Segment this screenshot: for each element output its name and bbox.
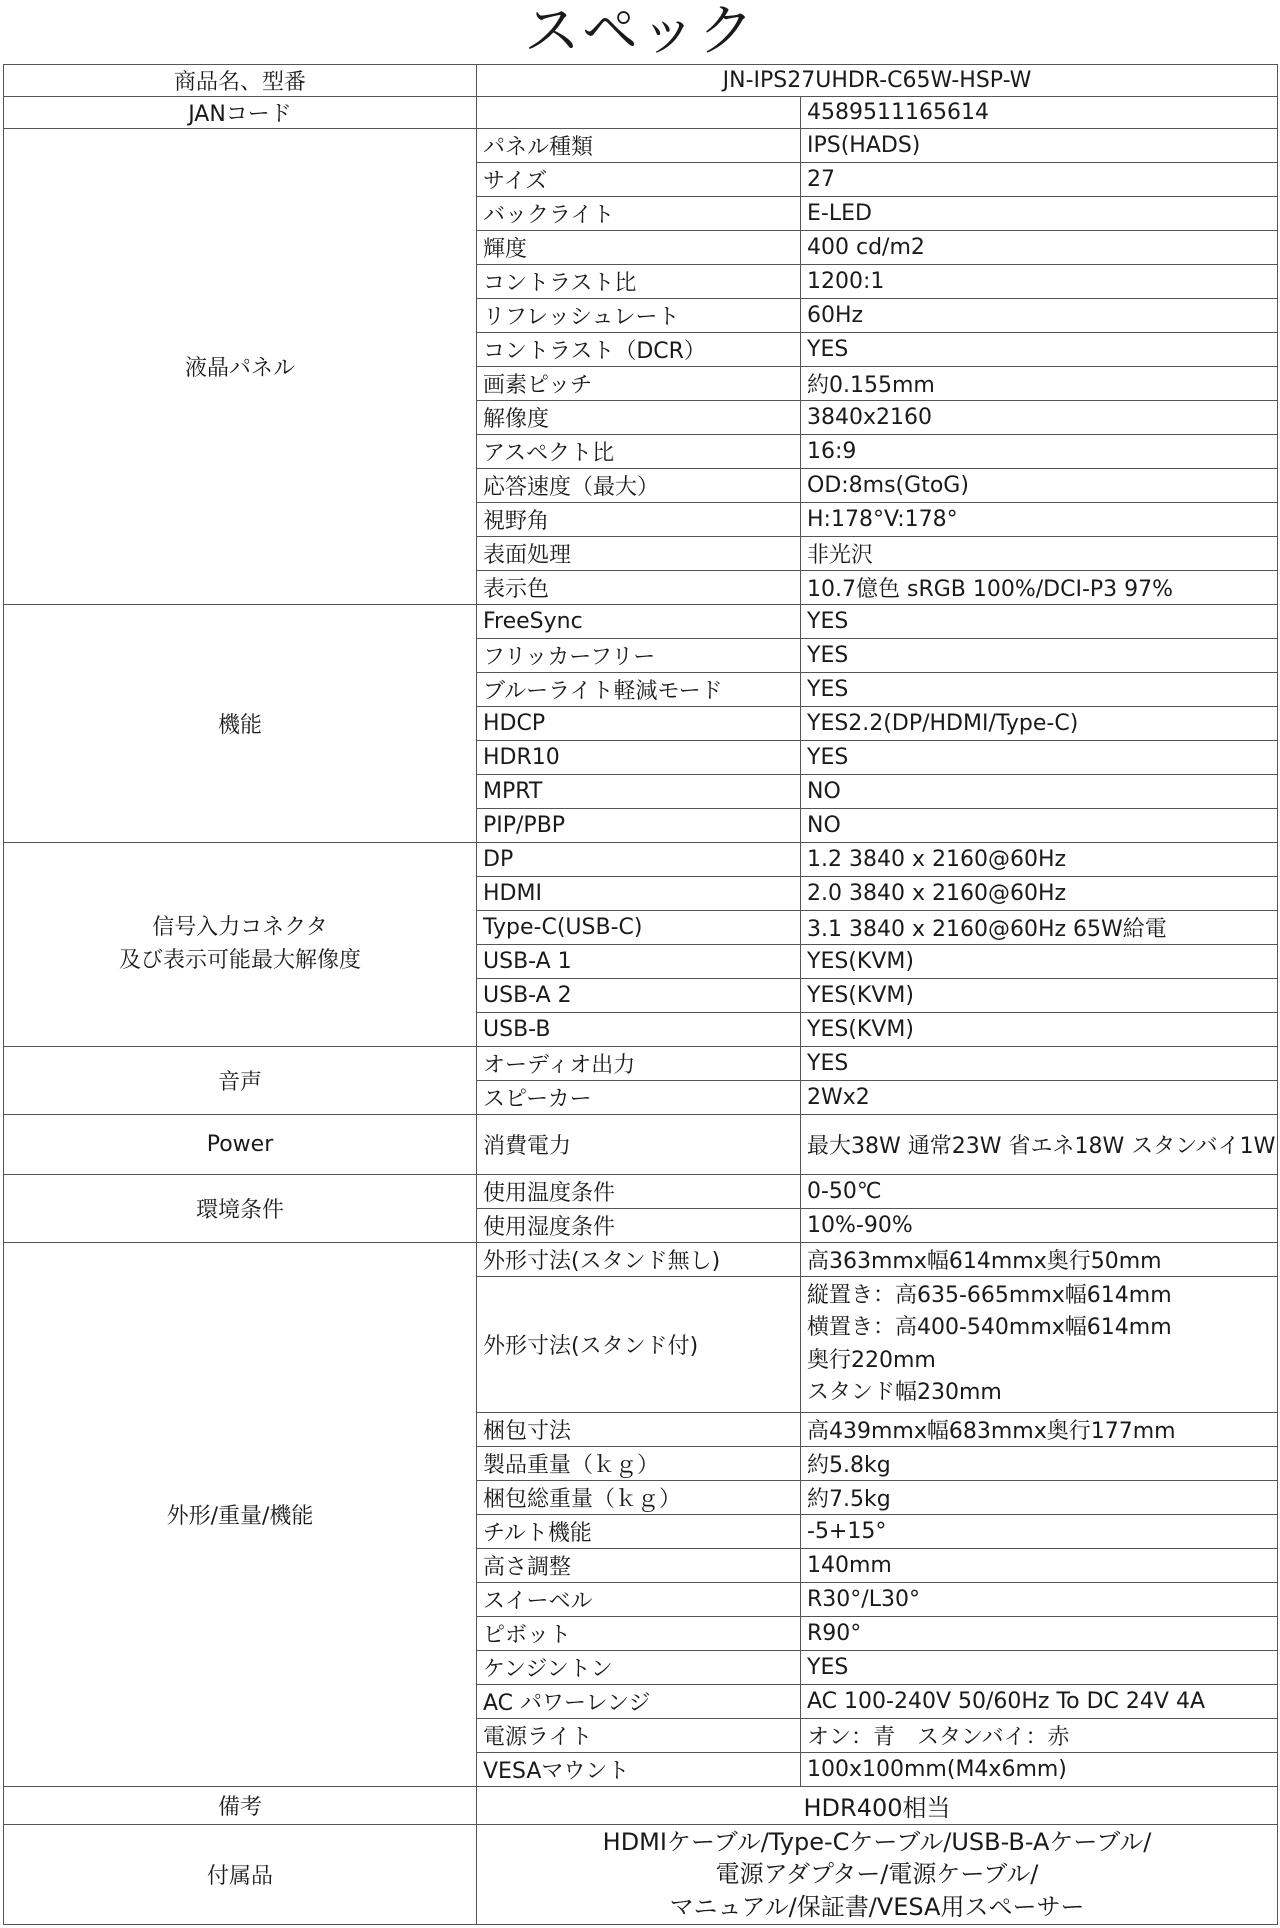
spec-value: -5+15°	[801, 1515, 1278, 1549]
spec-value: YES	[801, 605, 1278, 639]
spec-value: 16:9	[801, 435, 1278, 469]
spec-value: 約7.5kg	[801, 1481, 1278, 1515]
spec-key: スピーカー	[477, 1081, 801, 1115]
spec-key: バックライト	[477, 197, 801, 231]
page-title: スペック	[524, 0, 756, 64]
category-cell: 音声	[4, 1047, 477, 1115]
spec-value: 2Wx2	[801, 1081, 1278, 1115]
spec-value: R30°/L30°	[801, 1583, 1278, 1617]
spec-key: USB-A 1	[477, 945, 801, 979]
accessories-value	[477, 1825, 1278, 1925]
spec-key: 応答速度（最大）	[477, 469, 801, 503]
spec-value: R90°	[801, 1617, 1278, 1651]
spec-key: 高さ調整	[477, 1549, 801, 1583]
category-cell	[4, 843, 477, 1047]
spec-key: 表示色	[477, 571, 801, 605]
spec-value-line: 奥行220mm	[807, 1347, 936, 1373]
spec-key: VESAマウント	[477, 1753, 801, 1787]
spec-key: Type-C(USB-C)	[477, 911, 801, 945]
spec-value: YES	[801, 639, 1278, 673]
spec-key: フリッカーフリー	[477, 639, 801, 673]
spec-key: HDMI	[477, 877, 801, 911]
spec-key: 外形寸法(スタンド無し)	[477, 1243, 801, 1277]
jan-label: JANコード	[4, 97, 477, 129]
spec-key: FreeSync	[477, 605, 801, 639]
spec-key: コントラスト（DCR）	[477, 333, 801, 367]
jan-value: 4589511165614	[801, 97, 1278, 129]
spec-value: 約0.155mm	[801, 367, 1278, 401]
spec-key: ブルーライト軽減モード	[477, 673, 801, 707]
accessories-line: HDMIケーブル/Type-Cケーブル/USB-B-Aケーブル/	[602, 1827, 1152, 1856]
table-row	[4, 129, 1278, 163]
spec-value: 3840x2160	[801, 401, 1278, 435]
spec-key: 消費電力	[477, 1115, 801, 1175]
remarks-value: HDR400相当	[477, 1787, 1278, 1825]
spec-key: HDR10	[477, 741, 801, 775]
spec-value: オン：青 スタンバイ：赤	[801, 1719, 1278, 1753]
category-cell: 機能	[4, 605, 477, 843]
spec-value	[801, 1277, 1278, 1413]
spec-value: 400 cd/m2	[801, 231, 1278, 265]
spec-value: H:178°V:178°	[801, 503, 1278, 537]
spec-value: E-LED	[801, 197, 1278, 231]
table-row	[4, 1825, 1278, 1925]
product-value: JN-IPS27UHDR-C65W-HSP-W	[477, 65, 1278, 97]
spec-key: パネル種類	[477, 129, 801, 163]
table-row	[4, 1787, 1278, 1825]
accessories-line: マニュアル/保証書/VESA用スペーサー	[669, 1892, 1085, 1921]
category-line: 及び表示可能最大解像度	[118, 947, 361, 973]
spec-value: YES(KVM)	[801, 945, 1278, 979]
spec-value: 最大38W 通常23W 省エネ18W スタンバイ1W	[801, 1115, 1278, 1175]
spec-key: 外形寸法(スタンド付)	[477, 1277, 801, 1413]
spec-value: AC 100-240V 50/60Hz To DC 24V 4A	[801, 1685, 1278, 1719]
spec-key: MPRT	[477, 775, 801, 809]
spec-key: アスペクト比	[477, 435, 801, 469]
category-cell: Power	[4, 1115, 477, 1175]
jan-empty	[477, 97, 801, 129]
spec-value: 1200:1	[801, 265, 1278, 299]
spec-value-line: 横置き：高400-540mmx幅614mm	[807, 1315, 1172, 1340]
category-cell: 液晶パネル	[4, 129, 477, 605]
remarks-label: 備考	[4, 1787, 477, 1825]
spec-value: YES(KVM)	[801, 1013, 1278, 1047]
spec-value: YES	[801, 673, 1278, 707]
spec-value: NO	[801, 809, 1278, 843]
spec-key: 視野角	[477, 503, 801, 537]
spec-value: NO	[801, 775, 1278, 809]
spec-key: AC パワーレンジ	[477, 1685, 801, 1719]
spec-key: ケンジントン	[477, 1651, 801, 1685]
spec-value: 非光沢	[801, 537, 1278, 571]
category-cell: 外形/重量/機能	[4, 1243, 477, 1787]
category-cell: 環境条件	[4, 1175, 477, 1243]
table-row	[4, 1047, 1278, 1081]
spec-key: DP	[477, 843, 801, 877]
spec-value: OD:8ms(GtoG)	[801, 469, 1278, 503]
spec-key: 輝度	[477, 231, 801, 265]
spec-key: チルト機能	[477, 1515, 801, 1549]
spec-key: 電源ライト	[477, 1719, 801, 1753]
spec-key: 解像度	[477, 401, 801, 435]
spec-value: YES	[801, 1047, 1278, 1081]
spec-value: 1.2 3840 x 2160@60Hz	[801, 843, 1278, 877]
spec-key: 製品重量（ｋｇ）	[477, 1447, 801, 1481]
spec-value: YES	[801, 741, 1278, 775]
spec-key: スイーベル	[477, 1583, 801, 1617]
accessories-line: 電源アダプター/電源ケーブル/	[715, 1860, 1039, 1889]
spec-key: 画素ピッチ	[477, 367, 801, 401]
spec-value: 3.1 3840 x 2160@60Hz 65W給電	[801, 911, 1278, 945]
spec-key: ピボット	[477, 1617, 801, 1651]
spec-value: 10.7億色 sRGB 100%/DCI-P3 97%	[801, 571, 1278, 605]
table-row	[4, 605, 1278, 639]
spec-value: IPS(HADS)	[801, 129, 1278, 163]
spec-value: YES	[801, 333, 1278, 367]
spec-key: 表面処理	[477, 537, 801, 571]
spec-value: YES	[801, 1651, 1278, 1685]
spec-key: PIP/PBP	[477, 809, 801, 843]
accessories-label: 付属品	[4, 1825, 477, 1925]
spec-value: 高363mmx幅614mmx奥行50mm	[801, 1243, 1278, 1277]
spec-value: 高439mmx幅683mmx奥行177mm	[801, 1413, 1278, 1447]
spec-value: 140mm	[801, 1549, 1278, 1583]
spec-key: HDCP	[477, 707, 801, 741]
spec-key: オーディオ出力	[477, 1047, 801, 1081]
table-row	[4, 1115, 1278, 1175]
spec-value: 0-50℃	[801, 1175, 1278, 1209]
table-row	[4, 65, 1278, 97]
spec-key: サイズ	[477, 163, 801, 197]
category-line: 信号入力コネクタ	[152, 915, 328, 940]
spec-key: USB-B	[477, 1013, 801, 1047]
table-row	[4, 97, 1278, 129]
spec-value: 約5.8kg	[801, 1447, 1278, 1481]
spec-key: USB-A 2	[477, 979, 801, 1013]
spec-value: 2.0 3840 x 2160@60Hz	[801, 877, 1278, 911]
spec-key: 使用温度条件	[477, 1175, 801, 1209]
product-label: 商品名、型番	[4, 65, 477, 97]
spec-value-line: スタンド幅230mm	[807, 1380, 1002, 1405]
spec-key: コントラスト比	[477, 265, 801, 299]
spec-key: 梱包寸法	[477, 1413, 801, 1447]
table-row	[4, 1243, 1278, 1277]
spec-key: リフレッシュレート	[477, 299, 801, 333]
spec-value: 100x100mm(M4x6mm)	[801, 1753, 1278, 1787]
spec-value: 10%-90%	[801, 1209, 1278, 1243]
table-row	[4, 843, 1278, 877]
spec-key: 使用湿度条件	[477, 1209, 801, 1243]
spec-value: 27	[801, 163, 1278, 197]
spec-value: 60Hz	[801, 299, 1278, 333]
spec-key: 梱包総重量（ｋｇ）	[477, 1481, 801, 1515]
spec-value-line: 縦置き：高635-665mmx幅614mm	[807, 1282, 1172, 1308]
spec-value: YES2.2(DP/HDMI/Type-C)	[801, 707, 1278, 741]
spec-table	[3, 64, 1278, 1925]
table-row	[4, 1175, 1278, 1209]
spec-value: YES(KVM)	[801, 979, 1278, 1013]
